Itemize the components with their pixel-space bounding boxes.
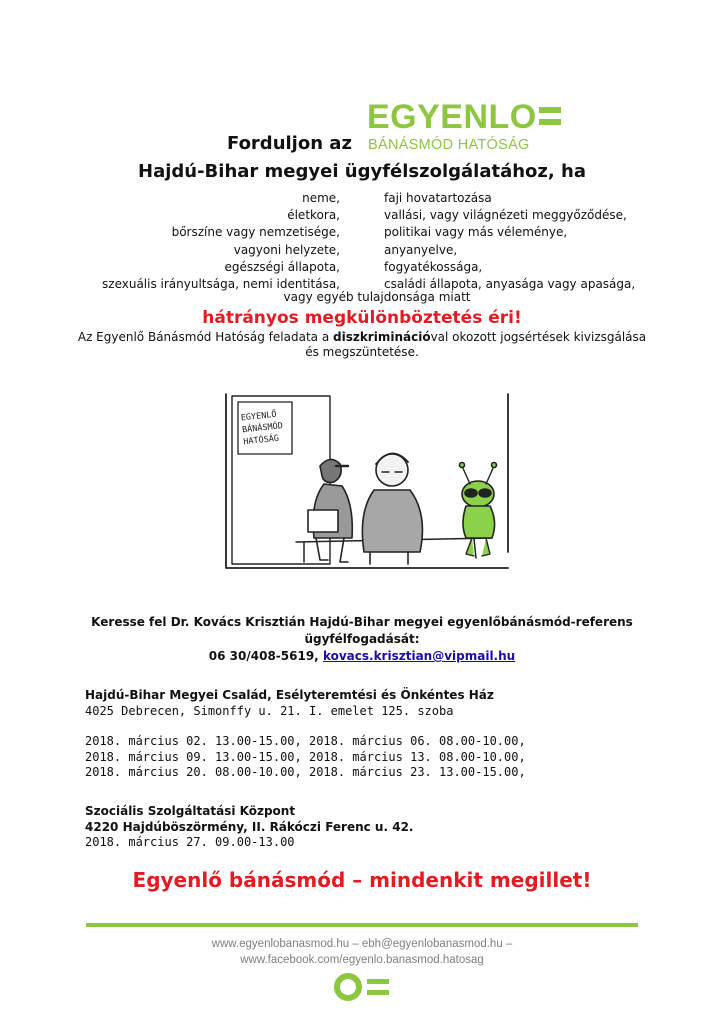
ground-item: politikai vagy más véleménye, [384, 225, 568, 240]
ground-item: fogyatékossága, [384, 259, 483, 274]
door-sign-line: BÁNÁSMÓD [241, 421, 284, 436]
ground-item: bőrszíne vagy nemzetisége, [171, 225, 340, 240]
contact-phone: 06 30/408-5619, [208, 649, 319, 663]
venue-name: Szociális Szolgáltatási Központ [85, 804, 296, 818]
venue-address: 4220 Hajdúböszörmény, II. Rákóczi Ferenc u. 42. [85, 819, 414, 834]
contact-line-1: Keresse fel Dr. Kovács Krisztián Hajdú-Bihar megyei egyenlőbánásmód-referens [91, 615, 633, 629]
brand-subtitle: BÁNÁSMÓD HATÓSÁG [368, 137, 530, 153]
venue-address: 4025 Debrecen, Simonffy u. 21. I. emelet 125. szoba [85, 703, 454, 718]
equals-icon [539, 100, 561, 125]
ground-item: anyanyelve, [384, 242, 458, 257]
venue-date-line: 2018. március 20. 08.00-10.00, 2018. március 23. 13.00-15.00, [85, 765, 526, 779]
task-text: val okozott jogsértések kivizsgálása [430, 330, 647, 344]
door-sign-line: EGYENLŐ [240, 409, 278, 424]
task-keyword: diszkrimináció [333, 330, 431, 344]
task-text-line-2: és megszüntetése. [305, 345, 419, 359]
venue-date-line: 2018. március 09. 13.00-15.00, 2018. március 13. 08.00-10.00, [85, 749, 526, 764]
slogan: Egyenlő bánásmód – mindenkit megillet! [132, 868, 592, 892]
contact-email-link[interactable]: kovacs.krisztian@vipmail.hu [322, 649, 516, 663]
footer-line: www.egyenlobanasmod.hu – ebh@egyenlobanasmod.hu – [211, 938, 513, 950]
task-text: Az Egyenlő Bánásmód Hatóság feladata a [77, 330, 333, 344]
ground-item: faji hovatartozása [384, 191, 492, 205]
harm-statement: hátrányos megkülönböztetés éri! [202, 308, 522, 328]
footer-line: www.facebook.com/egyenlo.banasmod.hatosag [240, 954, 484, 966]
brand-wordmark: EGYENLO [367, 98, 537, 136]
ground-item: szexuális irányultsága, nemi identitása, [102, 277, 340, 292]
footer-divider [86, 923, 638, 927]
venue-date-line: 2018. március 02. 13.00-15.00, 2018. március 06. 08.00-10.00, [85, 734, 526, 748]
waiting-room-cartoon [224, 392, 520, 570]
footer-logo-icon [334, 972, 392, 1002]
ground-item: vallási, vagy világnézeti meggyőződése, [384, 208, 627, 223]
contact-line-2: ügyfélfogadását: [304, 632, 420, 646]
venue-debrecen [85, 688, 526, 781]
ground-item: egészségi állapota, [224, 259, 340, 274]
grounds-left-column [102, 190, 340, 293]
footer-links [0, 936, 724, 968]
door-sign-line: HATÓSÁG [242, 433, 280, 448]
grounds-right-column [384, 190, 635, 293]
ground-item: családi állapota, anyasága vagy apasága, [384, 277, 636, 292]
venue-name: Hajdú-Bihar Megyei Család, Esélyteremtési és Önkéntes Ház [85, 688, 494, 702]
heading-line-2: Hajdú-Bihar megyei ügyfélszolgálatához, ha [138, 161, 586, 182]
grounds-tail: vagy egyéb tulajdonsága miatt [283, 290, 471, 304]
contact-block [0, 614, 724, 665]
ground-item: vagyoni helyzete, [233, 242, 340, 257]
authority-task [0, 330, 724, 360]
ground-item: neme, [302, 191, 340, 205]
brand-logo [367, 100, 561, 134]
heading-line-1: Forduljon az [227, 133, 352, 154]
venue-hajduboszormeny [85, 804, 413, 851]
ground-item: életkora, [287, 208, 340, 223]
venue-date-line: 2018. március 27. 09.00-13.00 [85, 835, 295, 849]
